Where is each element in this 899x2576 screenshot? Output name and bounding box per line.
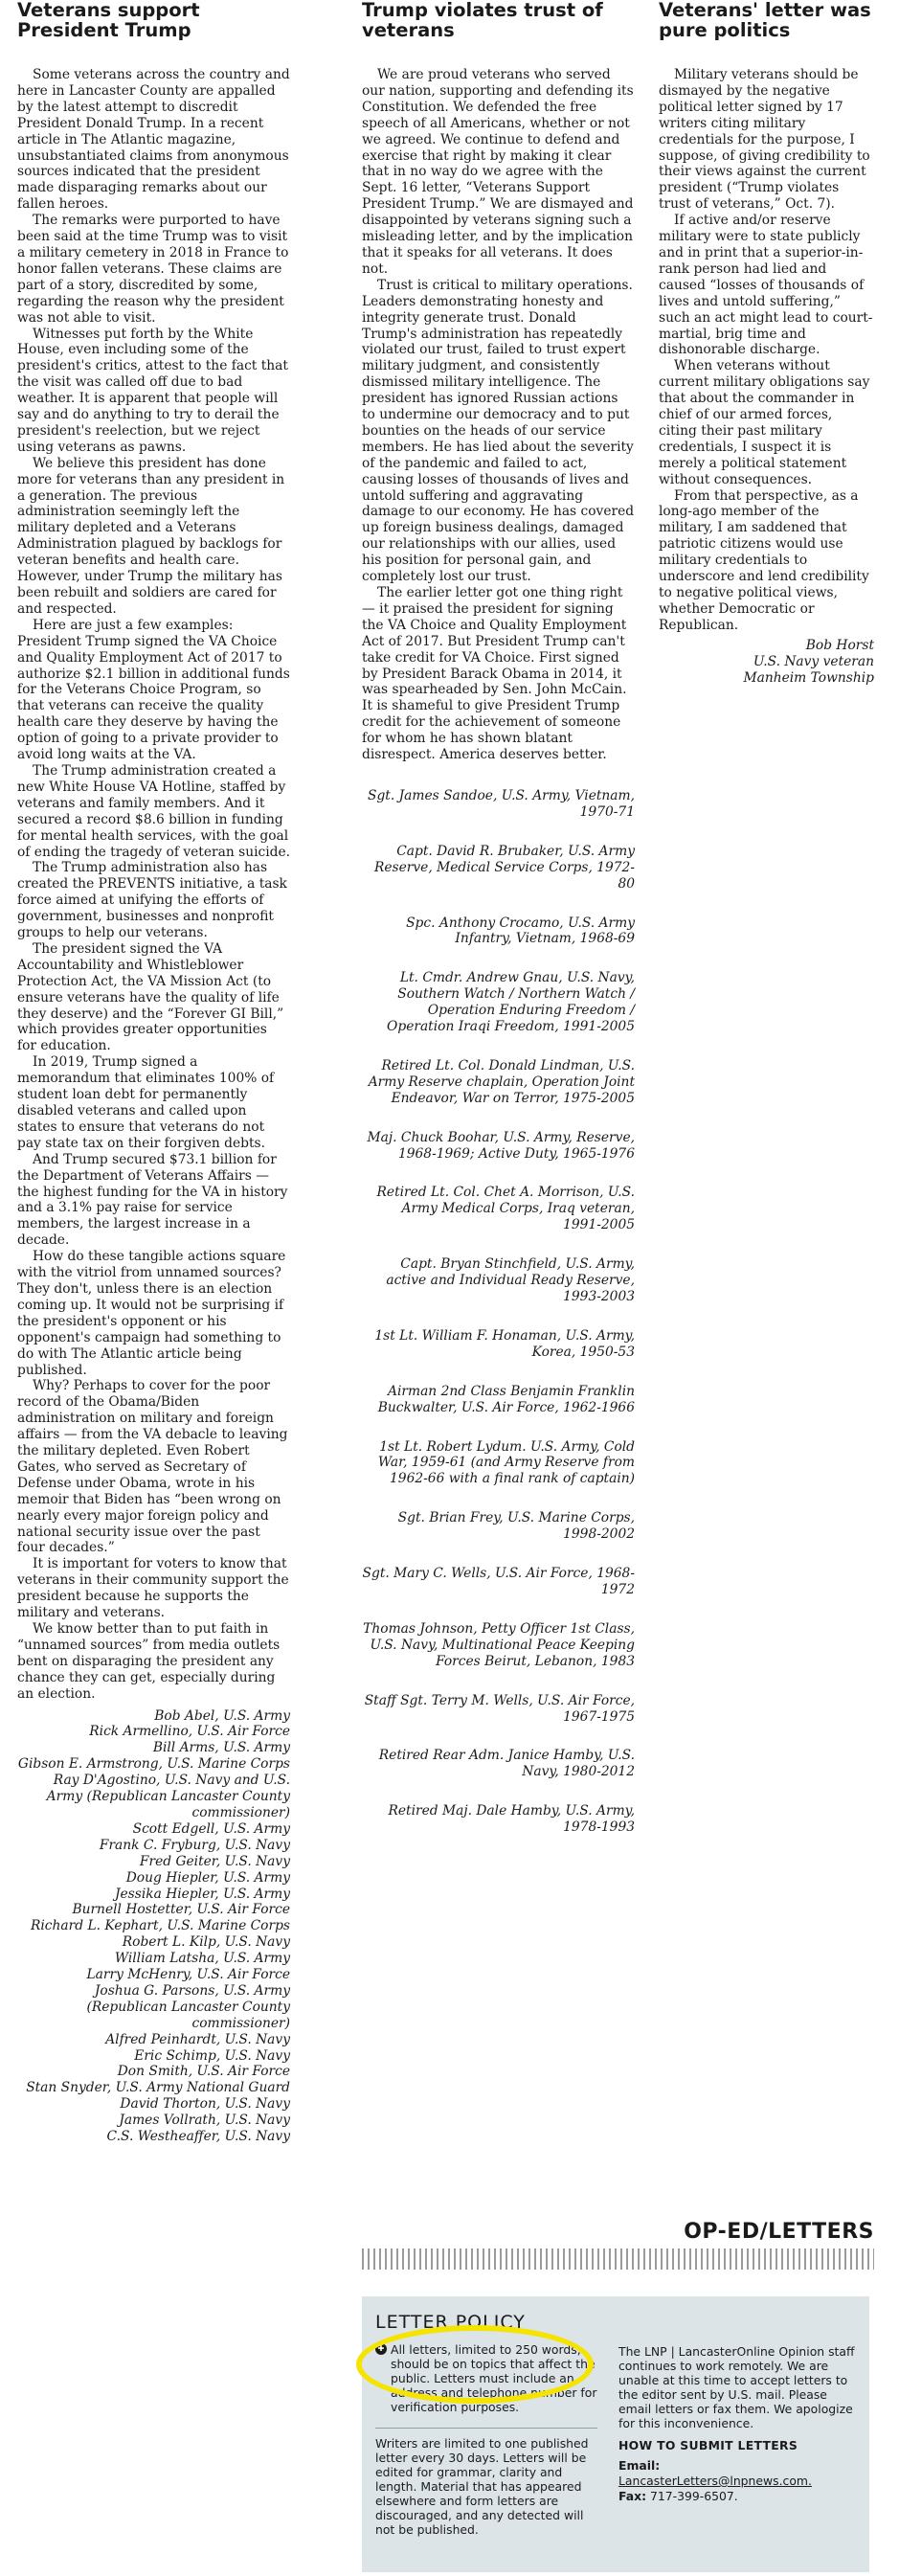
- letter-body: [659, 67, 874, 634]
- signature: Don Smith, U.S. Air Force: [117, 2064, 290, 2080]
- signature: Richard L. Kephart, U.S. Marine Corps: [31, 1918, 290, 1934]
- fax-number: 717-399-6507.: [650, 2489, 738, 2503]
- policy-text: Writers are limited to one published letter every 30 days. Letters will be edited for grammar, clarity and length. Material that has appeared elsewhere and form letters are discouraged, and any detected will not be published.: [375, 2436, 589, 2537]
- signature: Larry McHenry, U.S. Air Force: [86, 1967, 290, 1983]
- signature: Gibson E. Armstrong, U.S. Marine Corps: [17, 1756, 290, 1773]
- signature: Doug Hiepler, U.S. Army: [125, 1869, 290, 1886]
- signature: James Vollrath, U.S. Navy: [119, 2113, 290, 2129]
- signature: Sgt. Brian Frey, U.S. Marine Corps, 1998-2002: [397, 1510, 635, 1543]
- paragraph: The Trump administration created a new White House VA Hotline, staffed by veterans and family members. And it secured a record $8.6 billion in funding for mental health services, with the goal of ending the tragedy of veteran suicide.: [17, 762, 291, 860]
- signature: Joshua G. Parsons, U.S. Army (Republican Lancaster County commissioner): [86, 1982, 290, 2031]
- paragraph: The remarks were purported to have been said at the time Trump was to visit a military cemetery in 2018 in France to honor fallen veterans. These claims are part of a story, discredited by some, regarding the reason why the president was not able to visit.: [17, 213, 289, 326]
- email-line: [618, 2458, 856, 2489]
- letter-veterans-support-trump: [17, 0, 290, 2145]
- section-rule: [362, 2248, 874, 2270]
- fax-label: Fax:: [618, 2489, 647, 2503]
- signature: Bob Abel, U.S. Army: [154, 1707, 290, 1724]
- signature: Retired Lt. Col. Chet A. Morrison, U.S. Army Medical Corps, Iraq veteran, 1991-2005: [376, 1185, 635, 1233]
- paragraph: Military veterans should be dismayed by the negative political letter signed by 17 writers citing military credentials for the purpose, I suppose, of giving credibility to their views against the current president (“Trump violates trust of veterans,” Oct. 7).: [659, 67, 870, 213]
- signature: Capt. David R. Brubaker, U.S. Army Reserve, Medical Service Corps, 1972-80: [373, 843, 635, 892]
- signature: C.S. Westheaffer, U.S. Navy: [106, 2129, 290, 2145]
- paragraph: The earlier letter got one thing right — it praised the president for signing the VA Choice and Quality Employment Act of 2017. But President Trump can't take credit for VA Choice. First signed by President Barack Obama in 2014, it was spearheaded by Sen. John McCain. It is shameful to give President Trump credit for the achievement of someone for whom he has shown blatant disrespect. America deserves better.: [362, 585, 627, 763]
- signature: Staff Sgt. Terry M. Wells, U.S. Air Force, 1967-1975: [364, 1692, 635, 1725]
- paragraph: We know better than to put faith in “unnamed sources” from media outlets bent on disparaging the president any chance they can get, especially during an election.: [17, 1621, 281, 1702]
- signature: Alfred Peinhardt, U.S. Navy: [105, 2031, 290, 2047]
- plus-icon: ✚: [375, 2343, 387, 2355]
- policy-text: All letters, limited to 250 words, should be on topics that affect the public. Letters must include an address and telephone number for verification purposes.: [391, 2342, 597, 2414]
- paragraph: In 2019, Trump signed a memorandum that eliminates 100% of student loan debt for permanently disabled veterans and called upon states to ensure that veterans do not pay state tax on their forgiven debts.: [17, 1054, 275, 1151]
- signature: Ray D'Agostino, U.S. Navy and U.S. Army (Republican Lancaster County commissioner): [46, 1773, 290, 1820]
- signature: Airman 2nd Class Benjamin Franklin Buckwalter, U.S. Air Force, 1962-1966: [377, 1383, 635, 1415]
- headline: Veterans' letter was pure politics: [659, 0, 871, 41]
- paragraph: When veterans without current military obligations say that about the commander in chief of our armed forces, citing their past military credentials, I suspect it is merely a political statement without consequences.: [659, 358, 870, 487]
- paragraph: The president signed the VA Accountability and Whistleblower Protection Act, the VA Mission Act (to ensure veterans have the quality of life they deserve) and the “Forever GI Bill,” which provides greater opportunities for education.: [17, 940, 284, 1054]
- signature: Capt. Bryan Stinchfield, U.S. Army, active and Individual Ready Reserve, 1993-2003: [386, 1256, 635, 1304]
- signature: Burnell Hostetter, U.S. Air Force: [72, 1902, 290, 1918]
- signature: Lt. Cmdr. Andrew Gnau, U.S. Navy, Southern Watch / Northern Watch / Operation Enduring Freedom / Operation Iraqi Freedom, 1991-2005: [387, 970, 635, 1035]
- policy-item: [375, 2342, 597, 2422]
- fax-line: [618, 2489, 856, 2504]
- section-label: OP-ED/LETTERS: [674, 2220, 874, 2244]
- signature: Retired Rear Adm. Janice Hamby, U.S. Navy, 1980-2012: [378, 1748, 635, 1780]
- paragraph: The Trump administration also has created the PREVENTS initiative, a task force aimed at unifying the efforts of government, businesses and nonprofit groups to help our veterans.: [17, 860, 287, 941]
- letter-body: [17, 67, 290, 1703]
- signature: Sgt. James Sandoe, U.S. Army, Vietnam, 1970-71: [368, 787, 635, 820]
- policy-rules: [375, 2342, 597, 2544]
- letter-body: [362, 67, 635, 763]
- signature: Stan Snyder, U.S. Army National Guard: [26, 2080, 290, 2096]
- signature-list: [362, 788, 635, 1836]
- signature: Spc. Anthony Crocamo, U.S. Army Infantry, Vietnam, 1968-69: [406, 915, 635, 947]
- signature: Retired Lt. Col. Donald Lindman, U.S. Army Reserve chaplain, Operation Joint Endeavor, War on Terror, 1975-2005: [368, 1057, 635, 1106]
- policy-text: The LNP | LancasterOnline Opinion staff continues to work remotely. We are unable at this time to accept letters to the editor sent by U.S. mail. Please email letters or fax them. We apologize for this inconvenience.: [618, 2344, 855, 2430]
- paragraph: And Trump secured $73.1 billion for the Department of Veterans Affairs — the highest funding for the VA in history and a 3.1% pay raise for service members, the largest increase in a decade.: [17, 1151, 288, 1249]
- policy-title: LETTER POLICY: [375, 2312, 526, 2333]
- howto-heading: HOW TO SUBMIT LETTERS: [618, 2438, 798, 2452]
- paragraph: From that perspective, as a long-ago member of the military, I am saddened that patriotic citizens would use military credentials to underscore and lend credibility to negative political views, whether Democratic or Republican.: [659, 487, 869, 633]
- signature-list: [17, 1708, 290, 2145]
- signature: Frank C. Fryburg, U.S. Navy: [99, 1837, 290, 1853]
- letter-policy-box: [362, 2296, 869, 2572]
- signature: Maj. Chuck Boohar, U.S. Army, Reserve, 1968-1969; Active Duty, 1965-1976: [367, 1129, 635, 1162]
- signature: William Latsha, U.S. Army: [114, 1951, 290, 1967]
- signature: 1st Lt. Robert Lydum. U.S. Army, Cold War, 1959-61 (and Army Reserve from 1962-66 with a final rank of captain): [377, 1438, 635, 1487]
- headline: Trump violates trust of veterans: [362, 0, 603, 41]
- paragraph: Some veterans across the country and here in Lancaster County are appalled by the latest attempt to discredit President Donald Trump. In a recent article in The Atlantic magazine, unsubstantiated claims from anonymous sources indicated that the president made disparaging remarks about our fallen heroes.: [17, 67, 290, 213]
- email-label: Email:: [618, 2458, 661, 2473]
- signature: Jessika Hiepler, U.S. Army: [114, 1886, 290, 1902]
- signature: Retired Maj. Dale Hamby, U.S. Army, 1978-1993: [388, 1803, 635, 1836]
- policy-submit-info: [618, 2344, 856, 2504]
- paragraph: If active and/or reserve military were to state publicly and in print that a superior-in-rank person had lied and caused “losses of thousands of lives and untold suffering,” such an act might lead to court-martial, brig time and dishonorable discharge.: [659, 213, 873, 358]
- signature: Fred Geiter, U.S. Navy: [139, 1853, 290, 1869]
- signature: Bob Horst U.S. Navy veteran Manheim Township: [743, 637, 874, 686]
- signature: Bill Arms, U.S. Army: [152, 1740, 290, 1756]
- signature: Rick Armellino, U.S. Air Force: [89, 1724, 290, 1740]
- headline: Veterans support President Trump: [17, 0, 200, 41]
- paragraph: How do these tangible actions square with the vitriol from unnamed sources? They don't, unless there is an election coming up. It would not be surprising if the president's opponent or his opponent's campaign had something to do with The Atlantic article being published.: [17, 1249, 286, 1378]
- signature: Robert L. Kilp, U.S. Navy: [122, 1934, 290, 1951]
- signature: Eric Schimp, U.S. Navy: [134, 2047, 290, 2064]
- signature: Sgt. Mary C. Wells, U.S. Air Force, 1968-1972: [362, 1566, 635, 1597]
- paragraph: Why? Perhaps to cover for the poor record of the Obama/Biden administration on military and foreign affairs — from the VA debacle to leaving the military depleted. Even Robert Gates, who served as Secretary of Defense under Obama, wrote in his memoir that Biden has “been wrong on nearly every major foreign policy and national security issue over the past four decades.”: [17, 1378, 288, 1556]
- signature: David Thorton, U.S. Navy: [120, 2096, 290, 2113]
- signature: 1st Lt. William F. Honaman, U.S. Army, Korea, 1950-53: [374, 1327, 635, 1360]
- paragraph: It is important for voters to know that veterans in their community support the president because he supports the military and veterans.: [17, 1556, 289, 1621]
- letter-trump-violates-trust: [362, 0, 635, 1859]
- paragraph: We believe this president has done more for veterans than any president in a generation. The previous administration seemingly left the military depleted and a Veterans Administration plagued by backlogs for veteran benefits and health care. However, under Trump the military has been rebuilt and soldiers are cared for and respected.: [17, 455, 285, 617]
- letter-pure-politics: [659, 0, 874, 686]
- signature: Thomas Johnson, Petty Officer 1st Class, U.S. Navy, Multinational Peace Keeping Forces Beirut, Lebanon, 1983: [363, 1620, 635, 1669]
- email-link[interactable]: LancasterLetters@lnpnews.com.: [618, 2474, 812, 2488]
- section-header: [362, 2220, 874, 2275]
- divider: [375, 2428, 597, 2429]
- paragraph: Trust is critical to military operations. Leaders demonstrating honesty and integrity generate trust. Donald Trump's administration has repeatedly violated our trust, failed to trust expert military judgment, and consistently dismissed military intelligence. The president has ignored Russian actions to undermine our democracy and to put bounties on the heads of our service members. He has lied about the severity of the pandemic and failed to act, causing losses of thousands of lives and untold suffering and aggravating damage to our economy. He has covered up foreign business dealings, damaged our relationships with our allies, used his position for personal gain, and completely lost our trust.: [362, 277, 635, 585]
- paragraph: Witnesses put forth by the White House, even including some of the president's critics, attest to the fact that the visit was called off due to bad weather. It is apparent that people will say and do anything to try to derail the president's reelection, but we reject using veterans as pawns.: [17, 326, 288, 455]
- signature: Scott Edgell, U.S. Army: [132, 1820, 290, 1837]
- paragraph: Here are just a few examples: President Trump signed the VA Choice and Quality Employment Act of 2017 to authorize $2.1 billion in additional funds for the Veterans Choice Program, so that veterans can receive the quality health care they deserve by having the option of going to a private provider to avoid long waits at the VA.: [17, 617, 290, 763]
- paragraph: We are proud veterans who served our nation, supporting and defending its Constitution. We defended the free speech of all Americans, whether or not we agreed. We continue to defend and exercise that right by making it clear that in no way do we agree with the Sept. 16 letter, “Veterans Support President Trump.” We are dismayed and disappointed by veterans signing such a misleading letter, and by the implication that it speaks for all veterans. It does not.: [362, 67, 634, 277]
